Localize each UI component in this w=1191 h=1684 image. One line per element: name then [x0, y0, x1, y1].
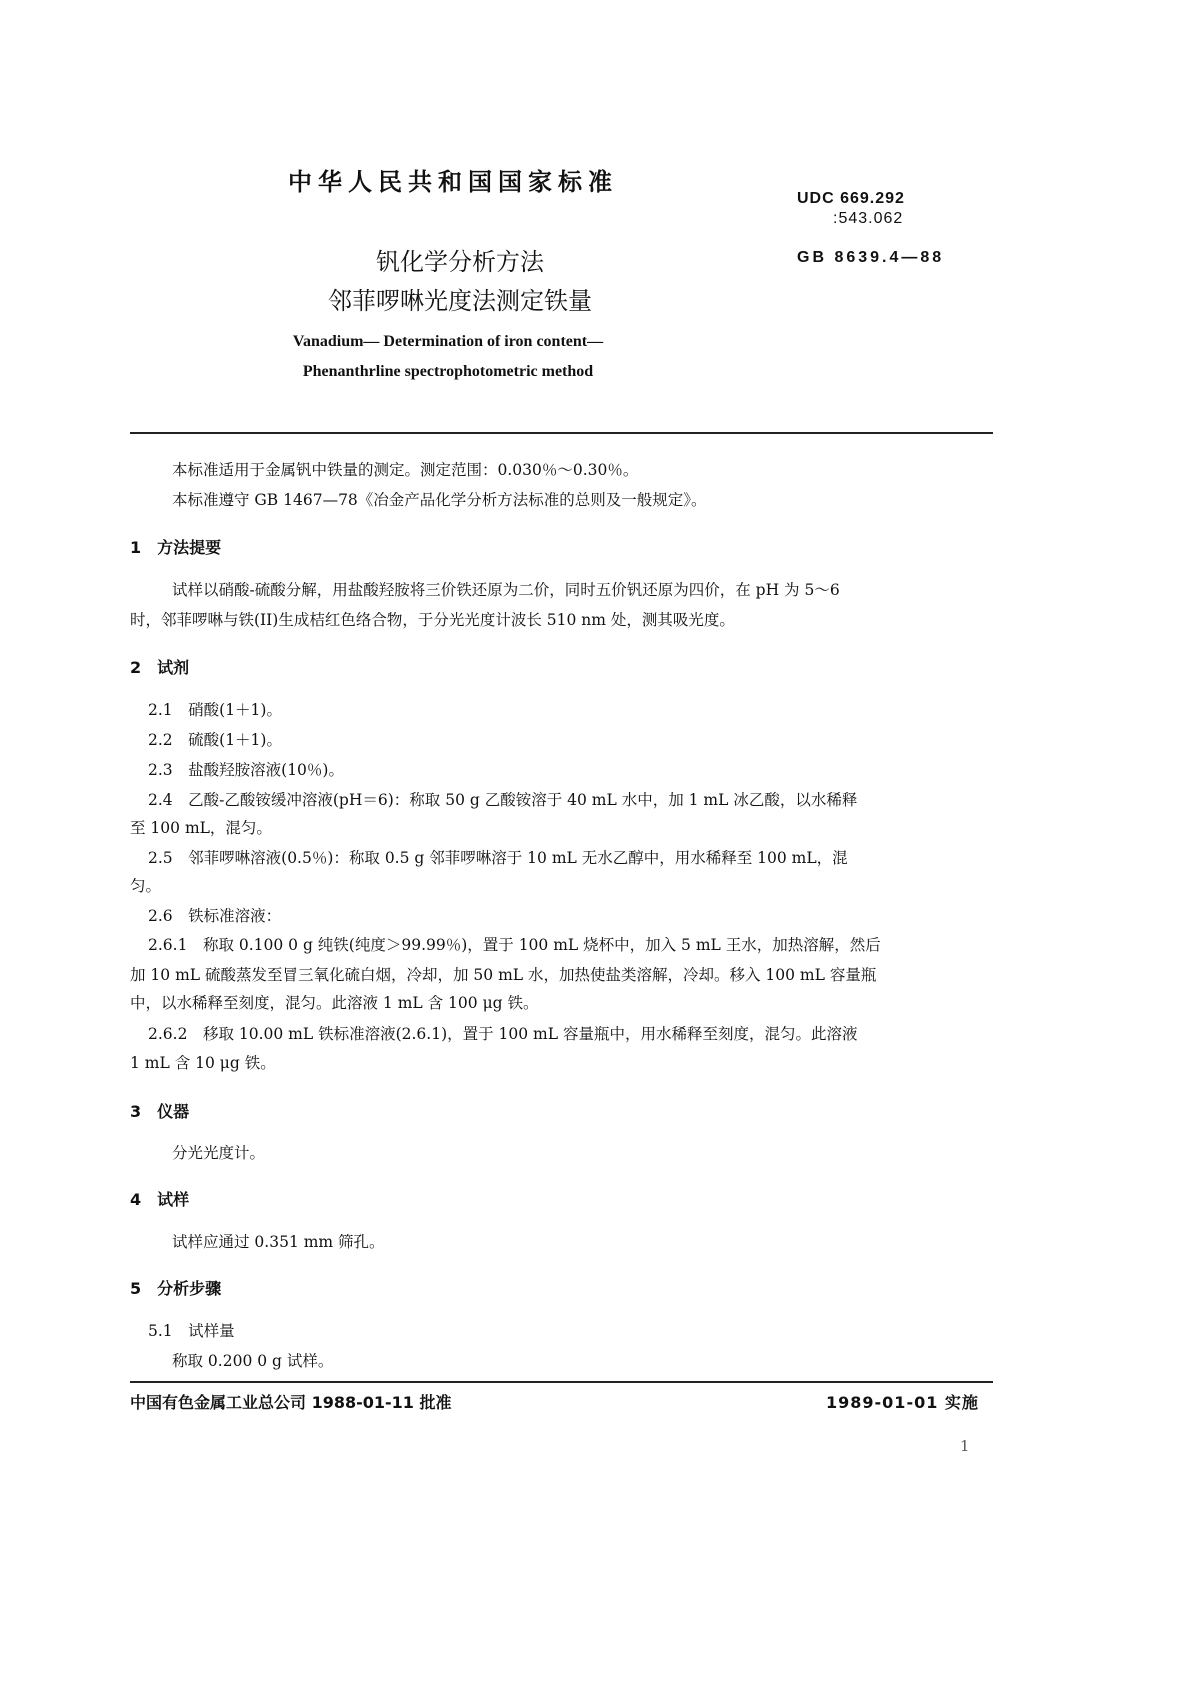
header-divider: [130, 432, 993, 434]
section-heading: 4 试样: [130, 1190, 190, 1209]
title-en-line1: Vanadium— Determination of iron content—: [292, 333, 604, 350]
item-line: 至 100 mL，混匀。: [130, 819, 272, 837]
item-line: 2.1 硝酸(1＋1)。: [148, 701, 282, 719]
paragraph-line: 试样应通过 0.351 mm 筛孔。: [172, 1233, 385, 1251]
title-cn-line1: 钒化学分析方法: [376, 248, 544, 276]
paragraph-line: 时，邻菲啰啉与铁(II)生成桔红色络合物，于分光光度计波长 510 nm 处，测其吸光度。: [130, 611, 735, 629]
item-line: 2.5 邻菲啰啉溶液(0.5％)：称取 0.5 g 邻菲啰啉溶于 10 mL 无水乙醇中，用水稀释至 100 mL，混: [148, 849, 848, 867]
item-line: 2.6.2 移取 10.00 mL 铁标准溶液(2.6.1)，置于 100 mL 容量瓶中，用水稀释至刻度，混匀。此溶液: [148, 1025, 858, 1043]
item-line: 5.1 试样量: [148, 1322, 235, 1340]
section-heading: 5 分析步骤: [130, 1279, 222, 1298]
effective-date: 1989-01-01 实施: [826, 1393, 979, 1412]
section-heading: 2 试剂: [130, 658, 190, 677]
item-line: 匀。: [130, 877, 162, 895]
udc-code-continued: :543.062: [833, 210, 904, 227]
intro-line: 本标准适用于金属钒中铁量的测定。测定范围：0.030％～0.30％。: [172, 461, 639, 479]
item-line: 2.3 盐酸羟胺溶液(10％)。: [148, 761, 344, 779]
issuer-approval: 中国有色金属工业总公司 1988-01-11 批准: [130, 1393, 452, 1412]
section-heading: 1 方法提要: [130, 538, 222, 557]
title-en-line2: Phenanthrline spectrophotometric method: [302, 363, 594, 380]
item-line: 2.6.1 称取 0.100 0 g 纯铁(纯度＞99.99％)，置于 100 mL 烧杯中，加入 5 mL 王水，加热溶解，然后: [148, 936, 881, 954]
paragraph-line: 分光光度计。: [172, 1144, 266, 1162]
gb-code: GB 8639.4—88: [797, 249, 945, 266]
item-line: 2.6 铁标准溶液：: [148, 907, 282, 925]
item-line: 2.4 乙酸-乙酸铵缓冲溶液(pH＝6)：称取 50 g 乙酸铵溶于 40 mL 水中，加 1 mL 冰乙酸，以水稀释: [148, 791, 858, 809]
item-line: 2.2 硫酸(1＋1)。: [148, 731, 282, 749]
footer-divider: [130, 1381, 993, 1383]
udc-code: UDC 669.292: [797, 190, 905, 207]
title-cn-line2: 邻菲啰啉光度法测定铁量: [328, 287, 592, 315]
paragraph-line: 试样以硝酸-硫酸分解，用盐酸羟胺将三价铁还原为二价，同时五价钒还原为四价，在 pH 为 5～6: [172, 581, 840, 599]
item-line: 1 mL 含 10 μg 铁。: [130, 1054, 276, 1072]
paragraph-line: 称取 0.200 0 g 试样。: [172, 1352, 334, 1370]
section-heading: 3 仪器: [130, 1102, 190, 1121]
item-line: 加 10 mL 硫酸蒸发至冒三氧化硫白烟，冷却，加 50 mL 水，加热使盐类溶解，冷却。移入 100 mL 容量瓶: [130, 966, 877, 984]
item-line: 中，以水稀释至刻度，混匀。此溶液 1 mL 含 100 μg 铁。: [130, 994, 539, 1012]
intro-line: 本标准遵守 GB 1467—78《冶金产品化学分析方法标准的总则及一般规定》。: [172, 491, 707, 509]
page-number: 1: [960, 1437, 970, 1455]
standard-title: 中华人民共和国国家标准: [288, 168, 618, 196]
